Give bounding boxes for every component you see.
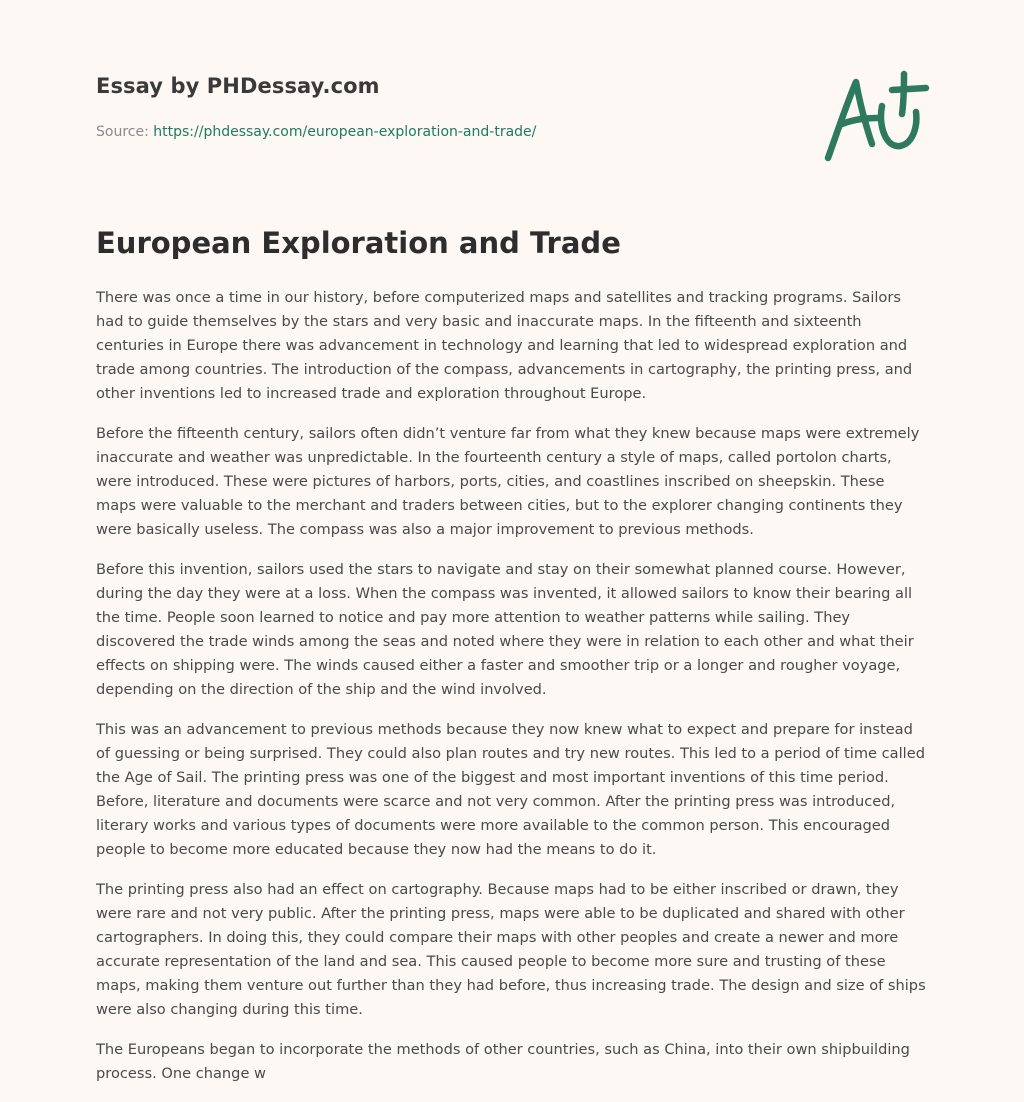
- source-label: Source:: [96, 124, 149, 140]
- source-link[interactable]: https://phdessay.com/european-exploration-and-trade/: [153, 124, 537, 140]
- essay-body: [96, 286, 928, 1102]
- essay-paragraph: The Europeans began to incorporate the methods of other countries, such as China, into their own shipbuilding process. One change w: [96, 1041, 910, 1082]
- essay-paragraph: This was an advancement to previous methods because they now knew what to expect and prepare for instead of guessing or being surprised. They could also plan routes and try new routes. This led to a period of time called the Age of Sail. The printing press was one of the biggest and most important inventions of this time period. Before, literature and documents were scarce and not very common. After the printing press was introduced, literary works and various types of documents were more available to the common person. This encouraged people to become more educated because they now had the means to do it.: [96, 721, 925, 858]
- essay-paragraph: Before the fifteenth century, sailors often didn’t venture far from what they knew because maps were extremely inaccurate and weather was unpredictable. In the fourteenth century a style of maps, called portolon charts, were introduced. These were pictures of harbors, ports, cities, and coastlines inscribed on sheepskin. These maps were valuable to the merchant and traders between cities, but to the explorer changing continents they were basically useless. The compass was also a major improvement to previous methods.: [96, 425, 920, 538]
- essay-paragraph: There was once a time in our history, before computerized maps and satellites and tracking programs. Sailors had to guide themselves by the stars and very basic and inaccurate maps. In the fifteenth and sixteenth centuries in Europe there was advancement in technology and learning that led to widespread exploration and trade among countries. The introduction of the compass, advancements in cartography, the printing press, and other inventions led to increased trade and exploration throughout Europe.: [96, 289, 913, 402]
- site-title: Essay by PHDessay.com: [96, 74, 380, 98]
- source-line: [96, 124, 536, 140]
- essay-paragraph: The printing press also had an effect on cartography. Because maps had to be either inscribed or drawn, they were rare and not very public. After the printing press, maps were able to be duplicated and shared with other cartographers. In doing this, they could compare their maps with other peoples and create a newer and more accurate representation of the land and sea. This caused people to become more sure and trusting of these maps, making them venture out further than they had before, thus increasing trade. The design and size of ships were also changing during this time.: [96, 881, 926, 1018]
- essay-paragraph: Before this invention, sailors used the stars to navigate and stay on their somewhat planned course. However, during the day they were at a loss. When the compass was invented, it allowed sailors to know their bearing all the time. People soon learned to notice and pay more attention to weather patterns while sailing. They discovered the trade winds among the seas and noted where they were in relation to each other and what their effects on shipping were. The winds caused either a faster and smoother trip or a longer and rougher voyage, depending on the direction of the ship and the wind involved.: [96, 561, 914, 698]
- a-plus-grade-icon: [820, 68, 930, 168]
- essay-title: European Exploration and Trade: [96, 226, 621, 260]
